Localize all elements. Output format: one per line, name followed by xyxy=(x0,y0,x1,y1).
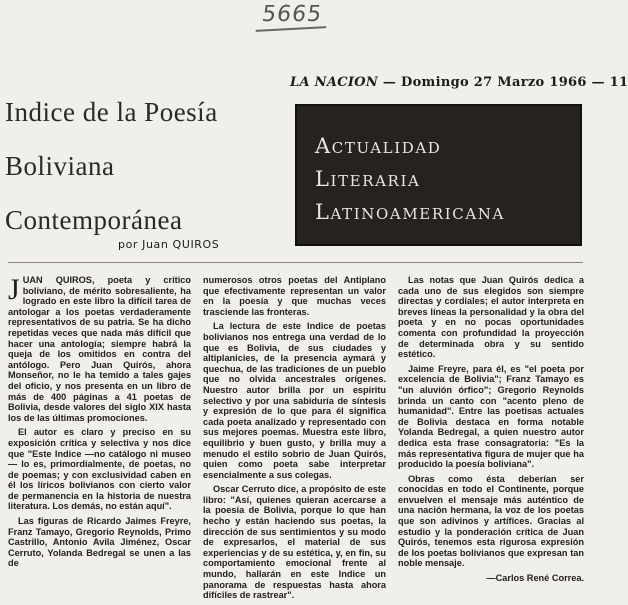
paragraph: Las figuras de Ricardo Jaimes Freyre, Franz Tamayo, Gregorio Reynolds, Primo Castrillo, Antonio Avila Jiménez, Oscar Cerruto, Yolanda Bedregal se unen a las de xyxy=(8,516,191,569)
newspaper-name: LA NACION xyxy=(290,75,379,90)
drop-cap: J xyxy=(8,273,20,306)
paragraph: Obras como ésta deberían ser conocidas en todo el Continente, porque envuelven el mensaje más auténtico de una nación hermana, la voz de los poetas que son adivinos y artífices. Gracias al estudio y la ponderación crítica de Juan Quirós, tenemos esta rigurosa expresión de los poetas bolivianos que expresan tan noble mensaje. xyxy=(398,473,584,569)
article-byline: por Juan QUIROS xyxy=(118,238,220,251)
paragraph-text: UAN QUIROS, poeta y crítico boliviano, de mérito sobresaliente, ha logrado en este libro la difícil tarea de antologar a los poetas verdaderamente representativos de su patria. Se ha dicho repetidas veces que nada más difícil que hacer una antología; siempre habrá la queja de los omitidos en contra del antólogo. Pero Juan Quirós, ahora Monseñor, no le ha temido a tales gajes del oficio, y nos presenta en un libro de más de 400 páginas a 41 poetas de Bolivia, desde valores del siglo XIX hasta los de las últimas promociones. xyxy=(8,275,191,423)
issue-date: Domingo 27 Marzo 1966 xyxy=(401,75,587,90)
paragraph xyxy=(8,275,191,423)
article-column-1 xyxy=(8,275,191,605)
section-banner xyxy=(295,104,582,246)
article-column-3 xyxy=(398,275,584,605)
banner-line: Literaria xyxy=(315,167,421,191)
title-line: Boliviana xyxy=(5,151,115,181)
paragraph: La lectura de este Indice de poetas bolivianos nos entrega una verdad de lo que es Bolivia, de sus ciudades y altiplanicies, de la presencia aymará y quechua, de las tradiciones de un pueblo que no olvida ancestrales orígenes. Nuestro autor brilla por un espíritu selectivo y por una sabiduría de síntesis y expresión de lo que para él significa cada poeta analizado y representado con sus mejores poemas. Muestra este libro, equilibrio y buen gusto, y brilla muy a menudo el estilo sobrio de Juan Quirós, quien como poeta sabe interpretar esencialmente a sus colegas. xyxy=(203,321,386,480)
masthead xyxy=(290,75,628,90)
paragraph: numerosos otros poetas del Antiplano que efectivamente representan un valor en la poesía y que muchas veces trasciende las fronteras. xyxy=(203,275,386,317)
paragraph: Oscar Cerruto dice, a propósito de este libro: "Así, quienes quieran acercarse a la poesía de Bolivia, porque lo que han hecho y están haciendo sus poetas, la dirección de sus sentimientos y su modo de expresarlos, el material de sus experiencias y de su estética, y, en fin, su comportamiento emocional frente al mundo, hallarán en este Indice un panorama de respuestas hasta ahora difíciles de rastrear". xyxy=(203,484,386,601)
masthead-separator: — xyxy=(378,75,402,90)
title-line: Indice de la Poesía xyxy=(5,97,218,127)
banner-line: Latinoamericana xyxy=(315,200,505,224)
title-line: Contemporánea xyxy=(5,205,183,235)
paragraph: El autor es claro y preciso en su exposición crítica y selectiva y nos dice que "Este Indice —no catálogo ni museo— lo es, primordialmente, de poetas, no de poemas; y con exclusividad caben en él los líricos bolivianos con cierto valor de permanencia en la historia de nuestra literatura. Los demás, no están aquí". xyxy=(8,427,191,512)
article-title xyxy=(5,85,275,247)
paragraph: Jaime Freyre, para él, es "el poeta por excelencia de Bolivia"; Franz Tamayo es "un aluvión órfico"; Gregorio Reynolds brinda un canto con "acento pleno de humanidad". Entre las poetisas actuales de Bolivia destaca en forma notable Yolanda Bedregal, a quien nuestro autor dedica esta frase consagratoria: "Es la más representativa figura de mujer que ha producido la poesía boliviana". xyxy=(398,363,584,470)
article-column-2 xyxy=(203,275,386,605)
archive-number: 5665 xyxy=(260,2,324,27)
article-signature: —Carlos René Correa. xyxy=(486,573,584,584)
paragraph: Las notas que Juan Quirós dedica a cada uno de sus elegidos son siempre directas y cordiales; el autor interpreta en breves líneas la personalidad y la obra del poeta y en no pocas oportunidades comenta con profundidad la proyección de determinada obra y su sentido estético. xyxy=(398,275,584,360)
banner-line: Actualidad xyxy=(315,134,442,158)
page-number: — 11 xyxy=(586,75,628,90)
column-divider-rule xyxy=(8,262,583,263)
